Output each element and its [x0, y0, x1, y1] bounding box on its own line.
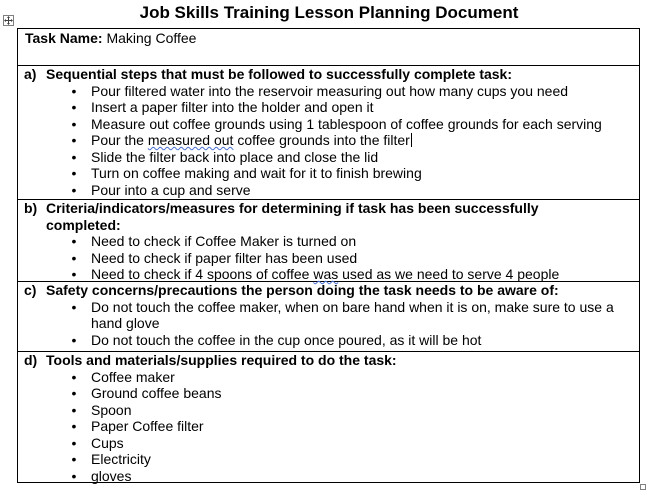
table-move-handle[interactable] [3, 15, 14, 26]
bullet-icon: • [71, 99, 77, 115]
list-item: • Need to check if 4 spoons of coffee was used as we need to serve 4 people [18, 266, 639, 283]
section-a-title: Sequential steps that must be followed to successfully complete task: [46, 66, 512, 82]
section-d-cell[interactable] [18, 352, 639, 482]
section-d-title: Tools and materials/supplies required to do the task: [46, 352, 397, 368]
bullet-icon: • [71, 165, 77, 181]
list-item: • Ground coffee beans [18, 385, 639, 402]
section-d-list [18, 369, 639, 485]
bullet-icon: • [71, 148, 77, 165]
bullet-icon: • [71, 266, 77, 282]
grammar-flag[interactable]: measured out [147, 132, 234, 148]
task-name-label: Task Name: [25, 30, 103, 46]
section-a-heading [24, 66, 512, 83]
bullet-icon: • [71, 132, 77, 148]
bullet-icon: • [71, 418, 77, 434]
task-name-cell[interactable] [18, 29, 639, 66]
section-a-list [18, 83, 639, 199]
bullet-icon: • [71, 233, 77, 249]
section-d-letter: d) [24, 352, 38, 368]
bullet-icon: • [71, 434, 77, 451]
document-title: Job Skills Training Lesson Planning Document [139, 3, 519, 22]
list-item: • Measure out coffee grounds using 1 tablespoon of coffee grounds for each serving [18, 116, 639, 133]
list-item: • Electricity [18, 451, 639, 468]
section-b-cell[interactable] [18, 200, 639, 282]
bullet-icon: • [71, 82, 77, 99]
list-item: • gloves [18, 468, 639, 485]
list-item: • Spoon [18, 402, 639, 419]
text-cursor [411, 133, 412, 147]
section-a-letter: a) [24, 66, 37, 82]
list-item: • Cups [18, 435, 639, 452]
table-resize-handle[interactable] [640, 484, 646, 490]
list-item: • Turn on coffee making and wait for it to finish brewing [18, 165, 639, 182]
bullet-icon: • [71, 181, 77, 198]
list-item: • Slide the filter back into place and close the lid [18, 149, 639, 166]
section-d-heading [24, 352, 397, 369]
bullet-icon: • [71, 368, 77, 385]
list-item: • Need to check if Coffee Maker is turned on [18, 233, 639, 250]
list-item: • Insert a paper filter into the holder and open it [18, 99, 639, 116]
list-item: • Need to check if paper filter has been used [18, 250, 639, 267]
section-b-letter: b) [24, 200, 38, 216]
section-c-heading [24, 282, 559, 299]
task-name-value: Making Coffee [106, 30, 197, 46]
bullet-icon: • [71, 298, 77, 315]
section-b-list [18, 233, 639, 283]
move-arrows-icon [4, 16, 13, 25]
lesson-plan-table [17, 28, 640, 483]
bullet-icon: • [71, 115, 77, 132]
bullet-icon: • [71, 249, 77, 266]
section-a-cell[interactable] [18, 66, 639, 200]
list-item: • Pour filtered water into the reservoir measuring out how many cups you need [18, 83, 639, 100]
list-item: • Pour into a cup and serve [18, 182, 639, 199]
bullet-icon: • [71, 385, 77, 401]
bullet-icon: • [71, 467, 77, 484]
list-item: • Paper Coffee filter [18, 418, 639, 435]
bullet-icon: • [71, 451, 77, 467]
section-b-heading [24, 200, 584, 233]
section-c-letter: c) [24, 282, 37, 298]
section-b-title: Criteria/indicators/measures for determining if task has been successfully completed: [46, 200, 539, 233]
list-item: • Do not touch the coffee in the cup once poured, as it will be hot [18, 332, 639, 349]
section-c-title: Safety concerns/precautions the person doing the task needs to be aware of: [46, 282, 559, 298]
section-c-list [18, 299, 639, 349]
section-c-cell[interactable] [18, 282, 639, 352]
task-name-line [25, 30, 196, 46]
list-item: • Coffee maker [18, 369, 639, 386]
list-item: • Do not touch the coffee maker, when on bare hand when it is on, make sure to use a hand glove [18, 299, 639, 332]
bullet-icon: • [71, 401, 77, 418]
list-item: • Pour the measured out coffee grounds into the filter [18, 132, 639, 149]
bullet-icon: • [71, 331, 77, 348]
grammar-flag[interactable]: was [313, 266, 339, 282]
